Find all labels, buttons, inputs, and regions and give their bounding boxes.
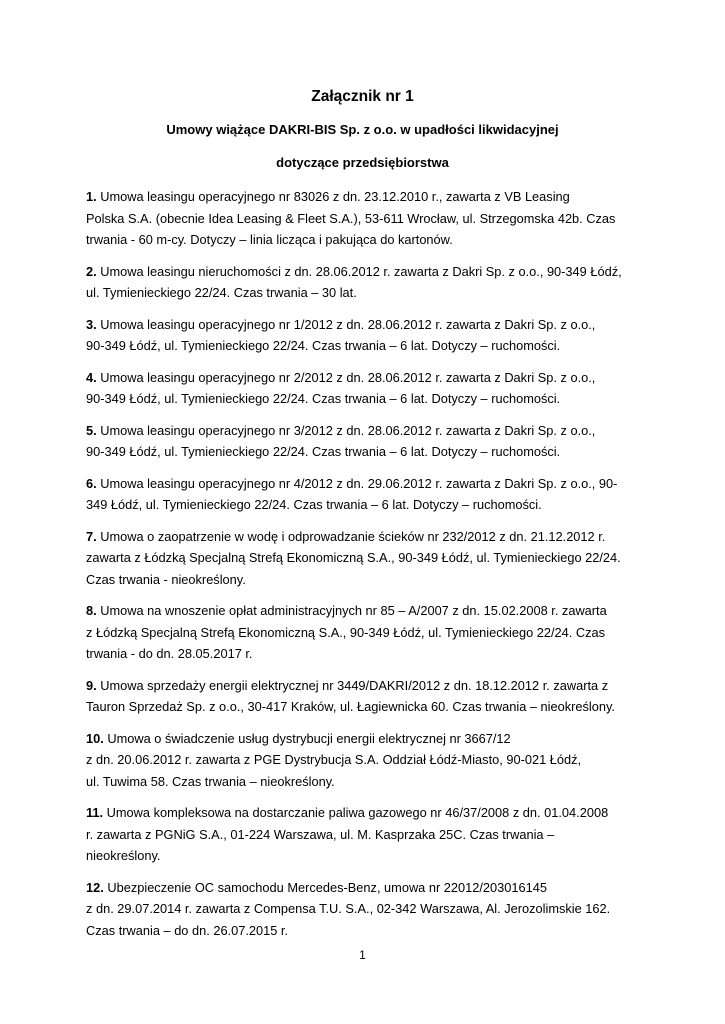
list-item (86, 877, 646, 942)
list-item-text: 90-349 Łódź, ul. Tymienieckiego 22/24. Czas trwania – 6 lat. Dotyczy – ruchomości. (86, 391, 561, 406)
list-item-text: r. zawarta z PGNiG S.A., 01-224 Warszawa, ul. M. Kasprzaka 25C. Czas trwania – (86, 826, 555, 842)
list-item-line (86, 441, 646, 463)
list-item-number: 4. (86, 369, 97, 385)
list-item-number: 8. (86, 603, 97, 618)
list-item-number: 11. (86, 805, 104, 820)
list-item-line (86, 675, 646, 697)
list-item-text: 349 Łódź, ul. Tymienieckiego 22/24. Czas trwania – 6 lat. Dotyczy – ruchomości. (86, 497, 542, 512)
list-item-text: ul. Tymienieckiego 22/24. Czas trwania – 30 lat. (86, 285, 357, 300)
contract-list (86, 186, 646, 951)
list-item-number: 6. (86, 475, 97, 491)
list-item-text: Umowa o świadczenie usług dystrybucji energii elektrycznej nr 3667/12 (107, 730, 511, 746)
list-item-text: 90-349 Łódź, ul. Tymienieckiego 22/24. Czas trwania – 6 lat. Dotyczy – ruchomości. (86, 444, 561, 459)
list-item-line (86, 749, 646, 771)
list-item-line (86, 877, 646, 899)
list-item-number: 12. (86, 879, 104, 895)
list-item-line (86, 314, 646, 336)
list-item-line (86, 526, 646, 548)
list-item (86, 186, 646, 251)
list-item-text: Umowa leasingu operacyjnego nr 1/2012 z dn. 28.06.2012 r. zawarta z Dakri Sp. z o.o., (100, 316, 596, 332)
list-item-text: Umowa o zaopatrzenie w wodę i odprowadzanie ścieków nr 232/2012 z dn. 21.12.2012 r. (100, 528, 606, 544)
list-item-number: 5. (86, 422, 97, 438)
list-item-line (86, 771, 646, 793)
list-item (86, 367, 646, 410)
list-item-text: Ubezpieczenie OC samochodu Mercedes-Benz, umowa nr 22012/203016145 (107, 879, 547, 895)
list-item-number: 9. (86, 677, 97, 693)
page-number: 1 (359, 948, 366, 962)
list-item (86, 526, 646, 591)
list-item-line (86, 282, 646, 304)
list-item-line (86, 547, 646, 569)
list-item-line (86, 335, 646, 357)
list-item-text: Czas trwania - nieokreślony. (86, 571, 246, 587)
list-item-line (86, 186, 646, 208)
page-title: Załącznik nr 1 (311, 88, 414, 105)
list-item-text: Polska S.A. (obecnie Idea Leasing & Fleet S.A.), 53-611 Wrocław, ul. Strzegomska 42b. Czas (86, 210, 616, 226)
list-item (86, 600, 646, 665)
list-item-text: Umowa sprzedaży energii elektrycznej nr 3449/DAKRI/2012 z dn. 18.12.2012 r. zawarta z (100, 677, 609, 693)
list-item-text: 90-349 Łódź, ul. Tymienieckiego 22/24. Czas trwania – 6 lat. Dotyczy – ruchomości. (86, 338, 561, 353)
list-item-text: Umowa na wnoszenie opłat administracyjnych nr 85 – A/2007 z dn. 15.02.2008 r. zawarta (100, 603, 607, 618)
list-item (86, 473, 646, 516)
list-item-line (86, 261, 646, 283)
list-item-line (86, 824, 646, 846)
list-item-text: z Łódzką Specjalną Strefą Ekonomiczną S.A., 90-349 Łódź, ul. Tymienieckiego 22/24. Czas (86, 624, 606, 640)
list-item (86, 261, 646, 304)
list-item-text: Umowa leasingu operacyjnego nr 2/2012 z dn. 28.06.2012 r. zawarta z Dakri Sp. z o.o., (100, 369, 596, 385)
list-item-number: 7. (86, 528, 97, 544)
list-item-number: 1. (86, 189, 97, 204)
list-item (86, 675, 646, 718)
list-item-text: Umowa leasingu operacyjnego nr 3/2012 z dn. 28.06.2012 r. zawarta z Dakri Sp. z o.o., (100, 422, 596, 438)
document-subtitle-continued: dotyczące przedsiębiorstwa (276, 155, 449, 170)
list-item (86, 314, 646, 357)
list-item-text: z dn. 29.07.2014 r. zawarta z Compensa T.U. S.A., 02-342 Warszawa, Al. Jerozolimskie 162. (86, 901, 611, 916)
list-item-line (86, 569, 646, 591)
list-item-line (86, 920, 646, 942)
list-item-text: Umowa leasingu nieruchomości z dn. 28.06.2012 r. zawarta z Dakri Sp. z o.o., 90-349 Łódź, (100, 263, 622, 279)
list-item-text: trwania - do dn. 28.05.2017 r. (86, 646, 253, 661)
list-item-line (86, 728, 646, 750)
list-item-line (86, 494, 646, 516)
document-subtitle: Umowy wiążące DAKRI-BIS Sp. z o.o. w upadłości likwidacyjnej (166, 122, 559, 137)
list-item-line (86, 420, 646, 442)
list-item-line (86, 643, 646, 665)
list-item (86, 728, 646, 793)
list-item-line (86, 600, 646, 622)
list-item-text: nieokreślony. (86, 848, 161, 863)
list-item (86, 802, 646, 867)
list-item-text: Czas trwania – do dn. 26.07.2015 r. (86, 922, 289, 938)
list-item-line (86, 473, 646, 495)
list-item-line (86, 208, 646, 230)
list-item-line (86, 696, 646, 718)
list-item (86, 420, 646, 463)
list-item-text: ul. Tuwima 58. Czas trwania – nieokreślony. (86, 773, 335, 789)
list-item-text: Umowa leasingu operacyjnego nr 83026 z dn. 23.12.2010 r., zawarta z VB Leasing (100, 189, 570, 204)
list-item-number: 10. (86, 730, 104, 746)
list-item-text: zawarta z Łódzką Specjalną Strefą Ekonomiczną S.A., 90-349 Łódź, ul. Tymienieckiego 22/24. (86, 550, 621, 565)
list-item-line (86, 802, 646, 824)
list-item-line (86, 622, 646, 644)
list-item-line (86, 367, 646, 389)
list-item-line (86, 229, 646, 251)
list-item-text: z dn. 20.06.2012 r. zawarta z PGE Dystrybucja S.A. Oddział Łódź-Miasto, 90-021 Łódź, (86, 752, 582, 767)
list-item-line (86, 898, 646, 920)
list-item-text: Tauron Sprzedaż Sp. z o.o., 30-417 Kraków, ul. Łagiewnicka 60. Czas trwania – nieokreślony. (86, 699, 615, 714)
list-item-number: 3. (86, 316, 97, 332)
list-item-text: Umowa kompleksowa na dostarczanie paliwa gazowego nr 46/37/2008 z dn. 01.04.2008 (106, 805, 609, 820)
list-item-text: Umowa leasingu operacyjnego nr 4/2012 z dn. 29.06.2012 r. zawarta z Dakri Sp. z o.o., 90- (100, 475, 618, 491)
list-item-number: 2. (86, 263, 97, 279)
list-item-line (86, 388, 646, 410)
list-item-line (86, 845, 646, 867)
list-item-text: trwania - 60 m-cy. Dotyczy – linia licząca i pakująca do kartonów. (86, 232, 453, 247)
